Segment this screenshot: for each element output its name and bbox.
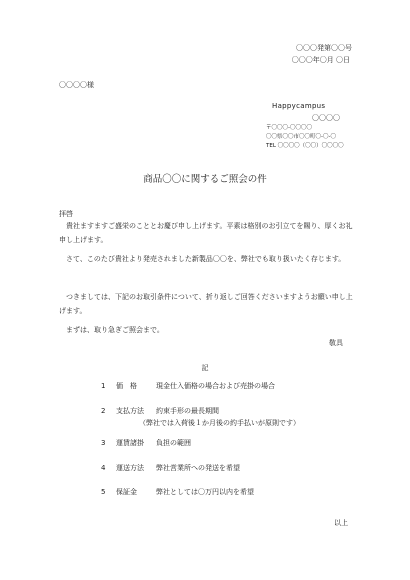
salutation: 拝啓 [59, 210, 73, 218]
ki-heading: 記 [201, 364, 209, 372]
paragraph-greeting: 貴社ますますご盛栄のこととお慶び申し上げます。平素は格別のお引立てを賜り、厚くお礼申し上げます。 [59, 222, 353, 244]
subject-title: 商品〇〇に関するご照会の件 [143, 174, 267, 185]
item-label: 運送方法 [116, 464, 144, 472]
closing-ijo: 以上 [334, 519, 348, 527]
item-number: 4 [101, 464, 106, 472]
item-value: 約束手形の最長期間 [156, 407, 219, 415]
paragraph-closing: まずは、取り急ぎご照会まで。 [59, 326, 164, 334]
item-note: （弊社では入荷後１か月後の約手払いが原則です） [139, 419, 300, 427]
recipient: 〇〇〇〇様 [59, 81, 94, 89]
item-number: 5 [101, 488, 106, 496]
document-number: 〇〇〇発第〇〇号 [296, 44, 352, 52]
item-label: 価 格 [116, 382, 137, 390]
sender-postal: 〒〇〇〇-〇〇〇〇 [266, 125, 312, 131]
item-label: 運賃諸掛 [116, 439, 144, 447]
item-label: 支払方法 [116, 407, 144, 415]
item-number: 2 [101, 407, 106, 415]
sender-name: 〇〇〇〇 [312, 114, 340, 122]
item-value: 弊社としては〇万円以内を希望 [156, 488, 254, 496]
item-value: 現金仕入価格の場合および売掛の場合 [156, 382, 275, 390]
item-value: 負担の範囲 [156, 439, 191, 447]
item-number: 1 [101, 382, 106, 390]
closing-keigu: 敬具 [329, 339, 343, 347]
paragraph-product: さて、このたび貴社より発売されました新製品〇〇を、弊社でも取り扱いたく存じます。 [59, 255, 346, 263]
paragraph-request: つきましては、下記のお取引条件について、折り返しご回答くださいますようお願い申し上げます。 [59, 293, 353, 315]
item-number: 3 [101, 439, 106, 447]
document-date: 〇〇〇年〇月 〇日 [291, 56, 350, 64]
sender-address: 〇〇県〇〇市〇〇町〇-〇-〇 [266, 134, 336, 140]
sender-company: Happycampus [272, 102, 326, 110]
item-value: 弊社営業所への発送を希望 [156, 464, 240, 472]
sender-tel: TEL 〇〇〇〇（〇〇）〇〇〇〇 [266, 143, 344, 149]
item-label: 保証金 [116, 488, 137, 496]
